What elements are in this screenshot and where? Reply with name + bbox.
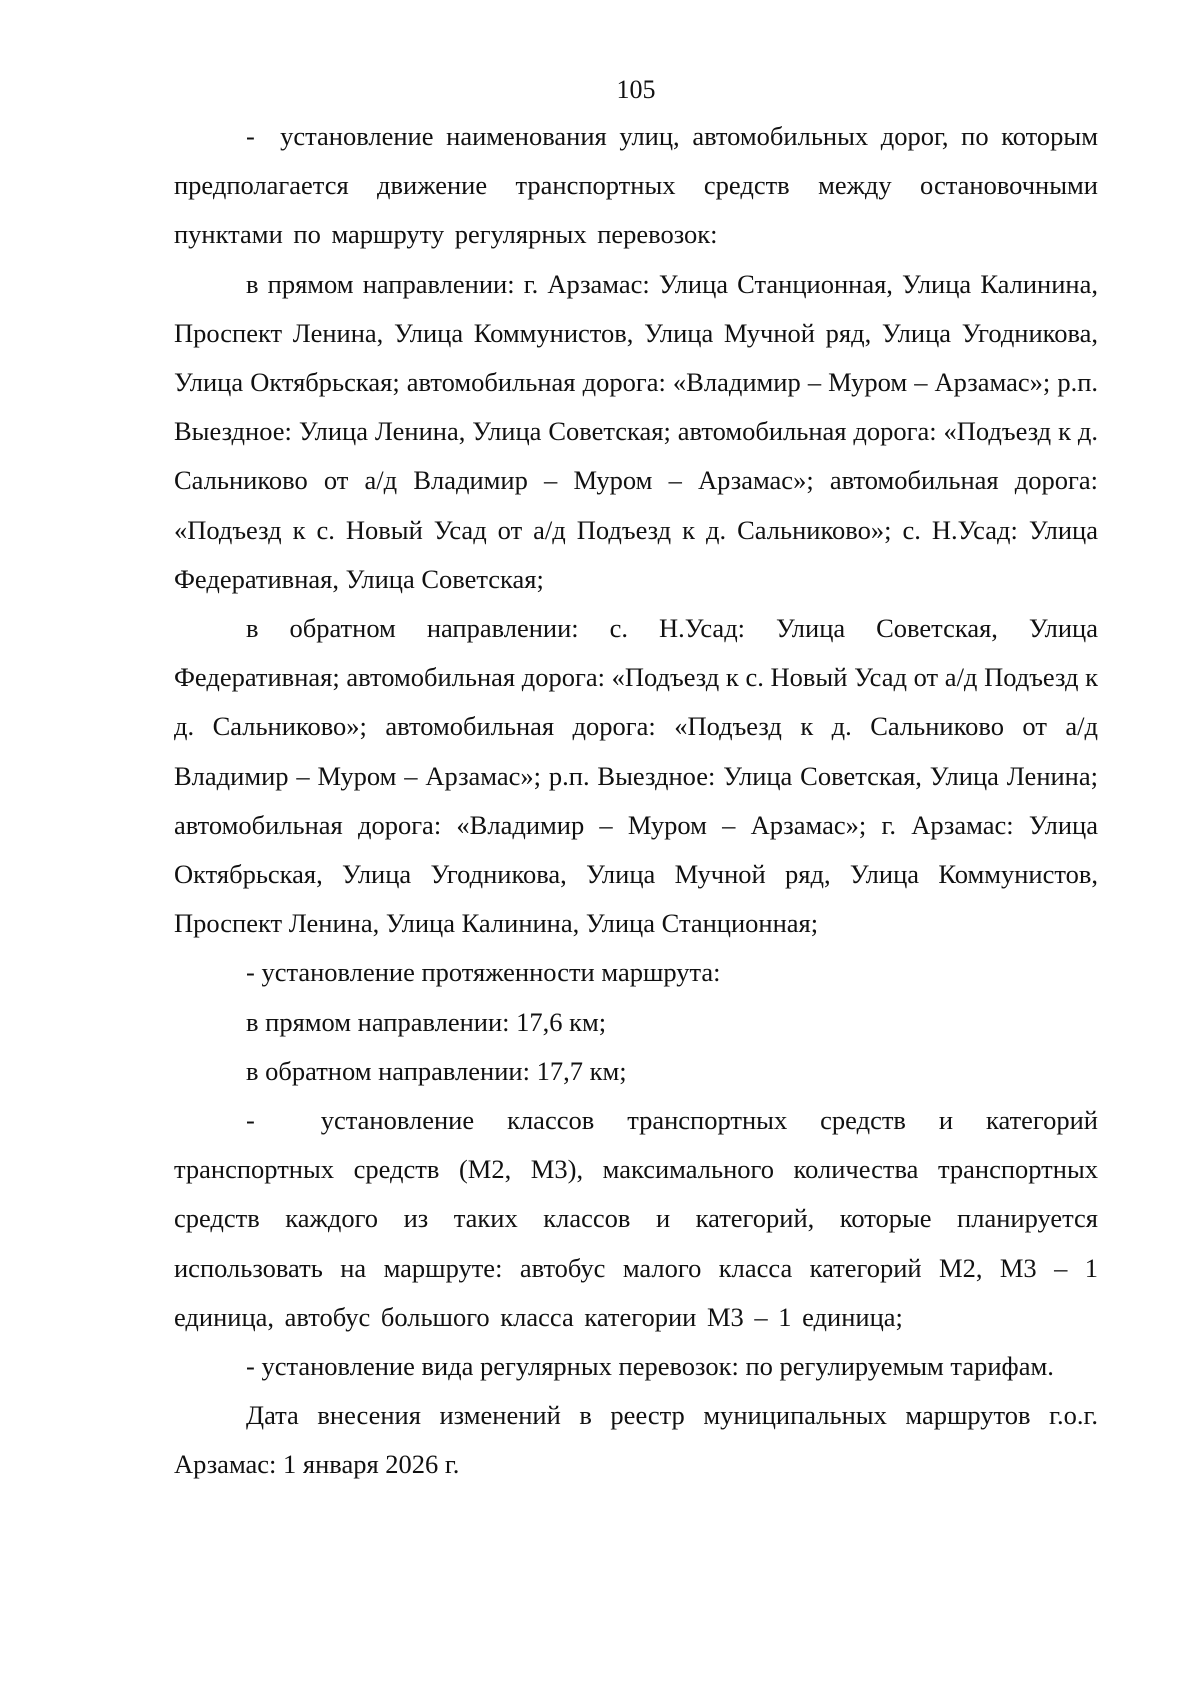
paragraph-registry-date: Дата внесения изменений в реестр муниципальных маршрутов г.о.г. Арзамас: 1 января 2026 г. — [174, 1400, 1098, 1480]
paragraph-reverse-length: в обратном направлении: 17,7 км; — [246, 1055, 627, 1086]
paragraph-route-length-heading: - установление протяженности маршрута: — [246, 957, 721, 988]
paragraph-street-names-heading: - установление наименования улиц, автомобильных дорог, по которым предполагается движение транспортных средств между остановочными пунктами по маршруту регулярных перевозок: — [174, 121, 1098, 250]
paragraph-forward-length: в прямом направлении: 17,6 км; — [246, 1006, 607, 1037]
paragraph-transport-type: - установление вида регулярных перевозок: по регулируемым тарифам. — [246, 1351, 1054, 1382]
paragraph-vehicle-classes: - установление классов транспортных средств и категорий транспортных средств (М2, М3), максимального количества транспортных средств каждого из таких классов и категорий, которые планируется использовать на маршруте: автобус малого класса категорий М2, М3 – 1 единица, автобус большого класса категории М3 – 1 единица; — [174, 1105, 1098, 1332]
paragraph-reverse-direction-route: в обратном направлении: с. Н.Усад: Улица Советская, Улица Федеративная; автомобильная дорога: «Подъезд к с. Новый Усад от а/д Подъезд к д. Сальниково»; автомобильная дорога: «Подъезд к д. Сальниково от а/д Владимир – Муром – Арзамас»; р.п. Выездное: Улица Советская, Улица Ленина; автомобильная дорога: «Владимир – Муром – Арзамас»; г. Арзамас: Улица Октябрьская, Улица Угодникова, Улица Мучной ряд, Улица Коммунистов, Проспект Ленина, Улица Калинина, Улица Станционная; — [174, 613, 1098, 939]
paragraph-forward-direction-route: в прямом направлении: г. Арзамас: Улица Станционная, Улица Калинина, Проспект Ленина, Улица Коммунистов, Улица Мучной ряд, Улица Угодникова, Улица Октябрьская; автомобильная дорога: «Владимир – Муром – Арзамас»; р.п. Выездное: Улица Ленина, Улица Советская; автомобильная дорога: «Подъезд к д. Сальниково от а/д Владимир – Муром – Арзамас»; автомобильная дорога: «Подъезд к с. Новый Усад от а/д Подъезд к д. Сальниково»; с. Н.Усад: Улица Федеративная, Улица Советская; — [174, 268, 1098, 594]
page-number: 105 — [616, 75, 656, 104]
document-page — [174, 70, 1098, 1490]
